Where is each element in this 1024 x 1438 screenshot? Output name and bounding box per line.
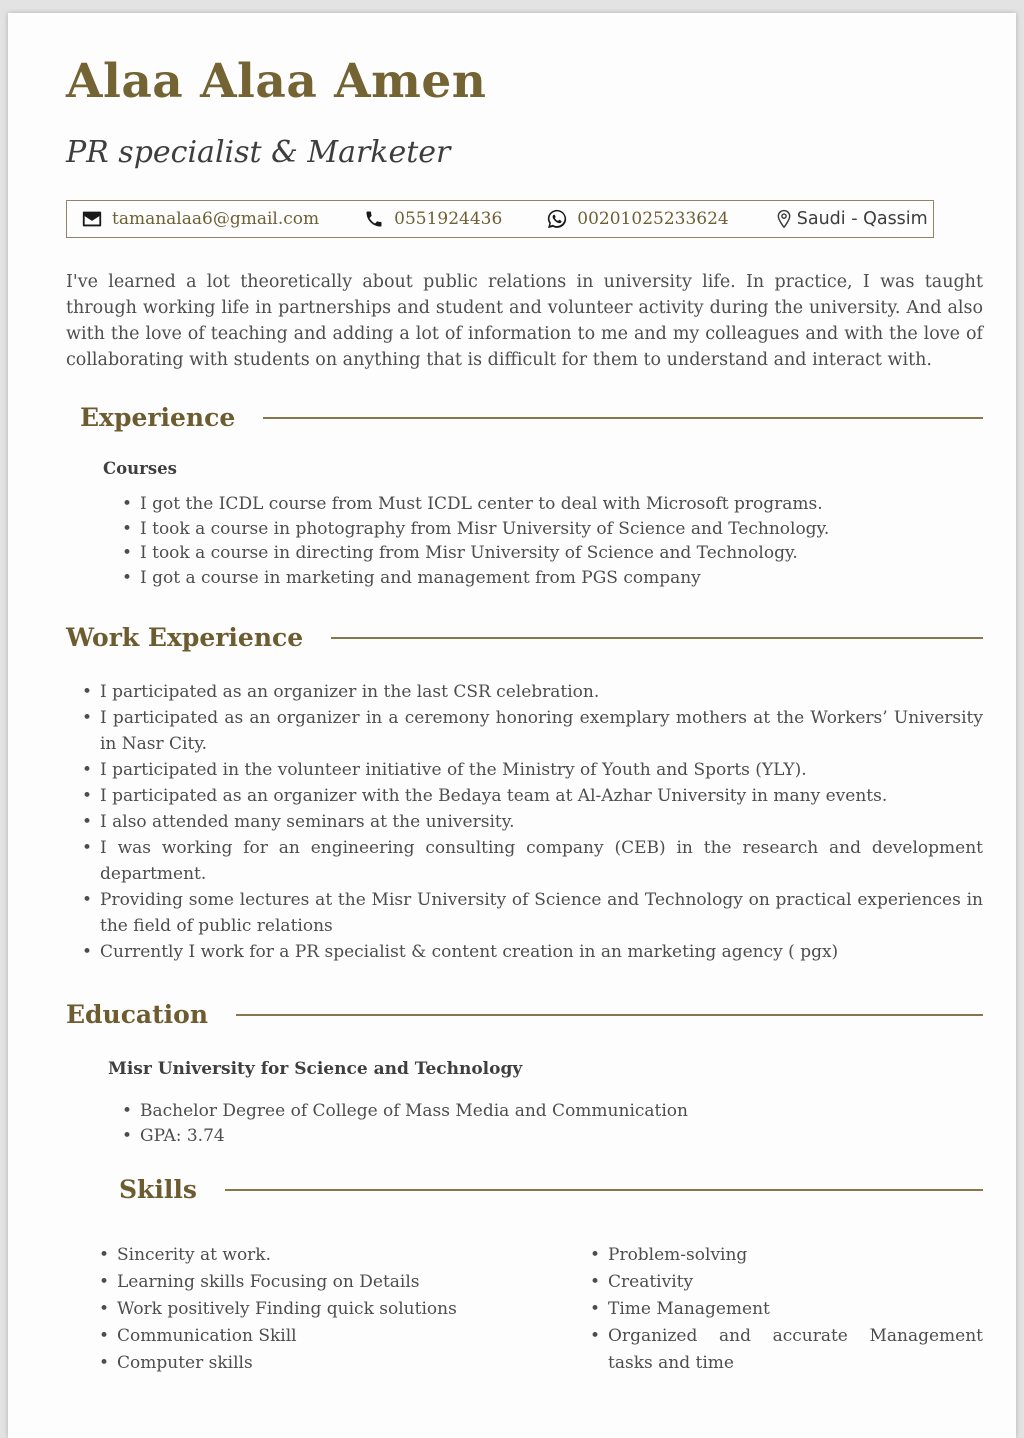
list-item: • Computer skills (97, 1350, 588, 1377)
contact-email (81, 208, 319, 230)
list-item: • Sincerity at work. (97, 1242, 588, 1269)
skills-heading-row (66, 1175, 983, 1204)
list-item: • Organized and accurate Management tasks and time (588, 1323, 983, 1377)
phone-icon (363, 208, 385, 230)
experience-heading: Experience (80, 403, 236, 433)
list-item: • Work positively Finding quick solutions (97, 1296, 588, 1323)
list-item: • I participated as an organizer with the Bedaya team at Al-Azhar University in many events. (80, 783, 983, 809)
university-subheading: Misr University for Science and Technology (108, 1059, 523, 1080)
heading-rule (331, 637, 983, 639)
list-item: • Communication Skill (97, 1323, 588, 1350)
phone-value: 0551924436 (394, 209, 503, 230)
education-list (66, 1099, 983, 1148)
list-item: • I was working for an engineering consulting company (CEB) in the research and development department. (80, 835, 983, 887)
resume-page (8, 13, 1016, 1438)
location-value: Saudi - Qassim (796, 209, 928, 230)
list-item: • I took a course in photography from Misr University of Science and Technology. (120, 517, 983, 542)
section-skills (66, 1175, 983, 1377)
section-work-experience (66, 623, 983, 965)
list-item: • Time Management (588, 1296, 983, 1323)
section-experience (66, 403, 983, 590)
education-heading-row (66, 1000, 983, 1029)
work-experience-list (66, 679, 983, 965)
skills-columns (66, 1242, 983, 1377)
summary-paragraph: I've learned a lot theoretically about public relations in university life. In practice, I was taught through working life in partnerships and student and volunteer activity during the university. And also with the love of teaching and adding a lot of information to me and my colleagues and with the love of collaborating with students on anything that is difficult for them to understand and interact with. (66, 272, 983, 371)
contact-whatsapp (546, 208, 728, 230)
contact-phone (363, 208, 502, 230)
skills-list-right (588, 1242, 983, 1377)
candidate-name: Alaa Alaa Amen (66, 54, 487, 109)
list-item: • I participated as an organizer in a ceremony honoring exemplary mothers at the Workers’ University in Nasr City. (80, 705, 983, 757)
experience-heading-row (66, 403, 983, 432)
list-item: • Learning skills Focusing on Details (97, 1269, 588, 1296)
list-item: • I also attended many seminars at the university. (80, 809, 983, 835)
list-item: • I got the ICDL course from Must ICDL center to deal with Microsoft programs. (120, 492, 983, 517)
location-pin-icon (773, 208, 795, 230)
envelope-icon (81, 208, 103, 230)
list-item: • Problem-solving (588, 1242, 983, 1269)
list-item: • Bachelor Degree of College of Mass Media and Communication (120, 1099, 983, 1124)
list-item: • Providing some lectures at the Misr University of Science and Technology on practical experiences in the field of public relations (80, 887, 983, 939)
skills-heading: Skills (119, 1175, 197, 1205)
list-item: • I took a course in directing from Misr University of Science and Technology. (120, 541, 983, 566)
email-value: tamanalaa6@gmail.com (112, 209, 320, 230)
heading-rule (236, 1014, 983, 1016)
list-item: • I participated as an organizer in the last CSR celebration. (80, 679, 983, 705)
work-experience-heading: Work Experience (66, 623, 304, 653)
whatsapp-icon (546, 208, 568, 230)
courses-subheading: Courses (103, 459, 177, 479)
list-item: • Currently I work for a PR specialist & content creation in an marketing agency ( pgx) (80, 939, 983, 965)
skills-list-left (66, 1242, 588, 1377)
contact-bar (66, 200, 934, 238)
job-title: PR specialist & Marketer (66, 135, 451, 171)
list-item: • Creativity (588, 1269, 983, 1296)
contact-location (773, 208, 928, 230)
list-item: • I participated in the volunteer initiative of the Ministry of Youth and Sports (YLY). (80, 757, 983, 783)
courses-list (66, 492, 983, 590)
work-experience-heading-row (66, 623, 983, 652)
whatsapp-value: 00201025233624 (577, 209, 729, 230)
list-item: • I got a course in marketing and management from PGS company (120, 566, 983, 591)
education-heading: Education (66, 1000, 209, 1030)
list-item: • GPA: 3.74 (120, 1124, 983, 1149)
heading-rule (263, 417, 983, 419)
section-education (66, 1000, 983, 1148)
heading-rule (225, 1189, 983, 1191)
